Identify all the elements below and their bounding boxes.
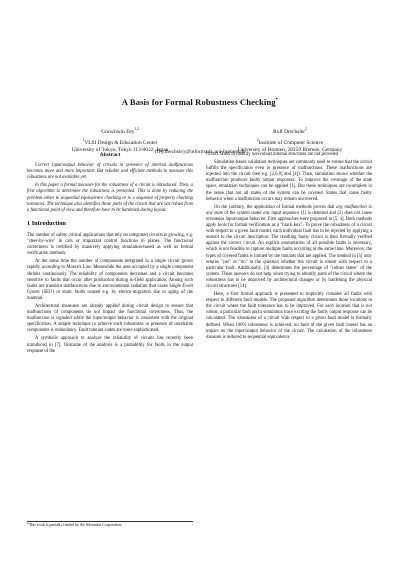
emphasis-text: mutant — [206, 235, 219, 241]
abstract-paragraph: Correct input/output behavior of circuits in presence of internal malfunctions becomes more and more important. But reliable and efficient methods to measure this robustness are not available yet. — [27, 163, 193, 181]
affil-text: VLSI Design & Education Center — [84, 139, 158, 146]
body-paragraph: Here, a first formal approach is presented to implicitly consider all faults with respect to different fault models. The proposed algorithm determines those locations in the circuit where the fault tolerance has to be improved. For each location that is not robust, a particular fault and a simulation trace exciting the faulty output response can be calculated. The robustness of a circuit with respect to a given fault model is formally defined. When 100% robustness is achieved, no fault of the given fault model has an impact on the input/output behavior of the circuit. The calculation of the robustness measure is reduced to sequential equivalence — [206, 292, 372, 340]
address-left: University of Tokyo, Tokyo 113-0032, Japan — [71, 147, 169, 154]
author-email: {fey,drechsle}@informatik.uni-bremen.de — [154, 149, 246, 155]
author-name-right — [210, 126, 370, 137]
body-paragraph: Simulation-based validation techniques are commonly used to ensure that the circuit fulfills the specification even in presence of malfunctions. These malfunctions are injected into the circuit (see e.g. [2,6,8] and [4]). Then, simulation shows whether the malfunction produces faulty output responses. To improve the coverage of the state space, emulation techniques can be applied [1]. But these techniques are incomplete in the sense that not all states of the system can be covered. States that cause faulty behavior when a malfunction occurs may remain uncovered. — [206, 160, 372, 202]
paper-title — [0, 97, 400, 107]
body-paragraph: Architectural measures are already applied during circuit design to ensure that malfunctions of components do not impact the functional correctness. Thus, the malfunction is signaled while the input/output behavior is consistent with the original specification. A simple technique to achieve such robustness in presence of unreliable components is redundancy. Fault tolerant codes are more sophisticated. — [27, 303, 193, 334]
affiliation-right — [210, 137, 370, 148]
body-paragraph: A symbolic approach to analyze the reliability of circuits has recently been introduced in [7]. Outcome of the analysis is a probability for faults in the output response of the — [27, 336, 193, 354]
body-paragraph: The number of safety critical applications that rely on integrated circuits is growing, e.g. "steer-by-wire" in cars or important control functions in planes. The functional correctness is certified by massively applying simulation-based as well as formal verification methods. — [27, 232, 193, 257]
author-sup: 2 — [305, 127, 307, 131]
author-name-left — [30, 126, 210, 137]
body-paragraph — [27, 259, 193, 302]
affil-sup: 2 — [256, 137, 259, 142]
text-run: (1) is detected and (2) does not cause erroneous input/output behavior. First approaches were proposed in [5, 4]. Both methods apply tools for formal verification as a "black box". To prove the robustness of a circuit with respect to a given fault model, each individual fault has to be injected by applying a — [206, 210, 372, 235]
affil-text: Institute of Computer Science — [258, 139, 324, 146]
emphasis-text: Single Event Upsets — [27, 283, 193, 295]
footnote: *This work is partially funded by the Advantest Corporation. — [27, 521, 193, 528]
emphasis-text: any malfunction in any state — [206, 204, 372, 216]
emphasis-text: any input sequence — [263, 210, 300, 216]
affil-sup: 1 — [82, 137, 85, 142]
right-column — [206, 152, 372, 343]
text-run: (SEU) or static faults caused e.g. by electro-migration due to aging of the material. — [27, 289, 193, 301]
text-run: of the system under — [222, 210, 264, 216]
title-footnote-mark: * — [275, 98, 279, 104]
author-name-text: Görschwin Fey — [101, 128, 135, 135]
abstract-body — [27, 163, 193, 214]
author-sup: 1,2 — [134, 127, 139, 131]
author-name-text: Rolf Drechsler — [273, 128, 306, 135]
title-text: A Basis for Formal Robustness Checking — [121, 97, 276, 107]
text-run: to the circuit description. The resulting faulty circuit is then formally verified against the correct circuit. An explicit enumeration of all possible faults is necessary, which is not feasible to capture multiple faults occurring at the same time. Moreover, the types of covered faults is limited by the mutants that are applied. The method in [5] only returns "yes" or "no" to the question whether the circuit is robust with respect to a particular fault. Additionally, [4] determines the percentage of "robust states" of the system. These answers do not help when trying to identify parts of the circuit where the robustness has to be improved by architectural changes or by hardening the physical circuit structures [14]. — [206, 235, 372, 289]
section-heading: 1 Introduction — [27, 219, 66, 227]
text-run: On the contrary, the application of formal methods proves that — [214, 204, 337, 210]
abstract-paragraph: In this paper a formal measure for the robustness of a circuit is introduced. Then, a first algorithm to determine the robustness is presented. This is done by reducing the problem either to sequential equivalence checking or to a sequence of property checking instances. The technique also identifies those parts of the circuit that are not robust from a functional point of view and therefore have to be hardened during layout. — [27, 183, 193, 213]
affiliation-left — [30, 137, 210, 148]
left-column — [27, 152, 193, 357]
body-paragraph: circuit. Hints to identify non-robust internal structures are not provided. — [206, 152, 340, 157]
text-run: At the same time the number of components integrated in a single circuit grows rapidly according to Moore's Law. Meanwhile the area occupied by a single component shrinks continuously. The reliability of components decreases and a circuit becomes sensitive to faults that occur after production during in-field application. Among such faults are transient malfunctions due to environmental radiation that cause — [27, 259, 193, 289]
body-paragraph — [206, 205, 372, 290]
address-right: University of Bremen, 28359 Bremen, Germany — [237, 147, 343, 154]
abstract-heading: Abstract — [99, 152, 121, 158]
